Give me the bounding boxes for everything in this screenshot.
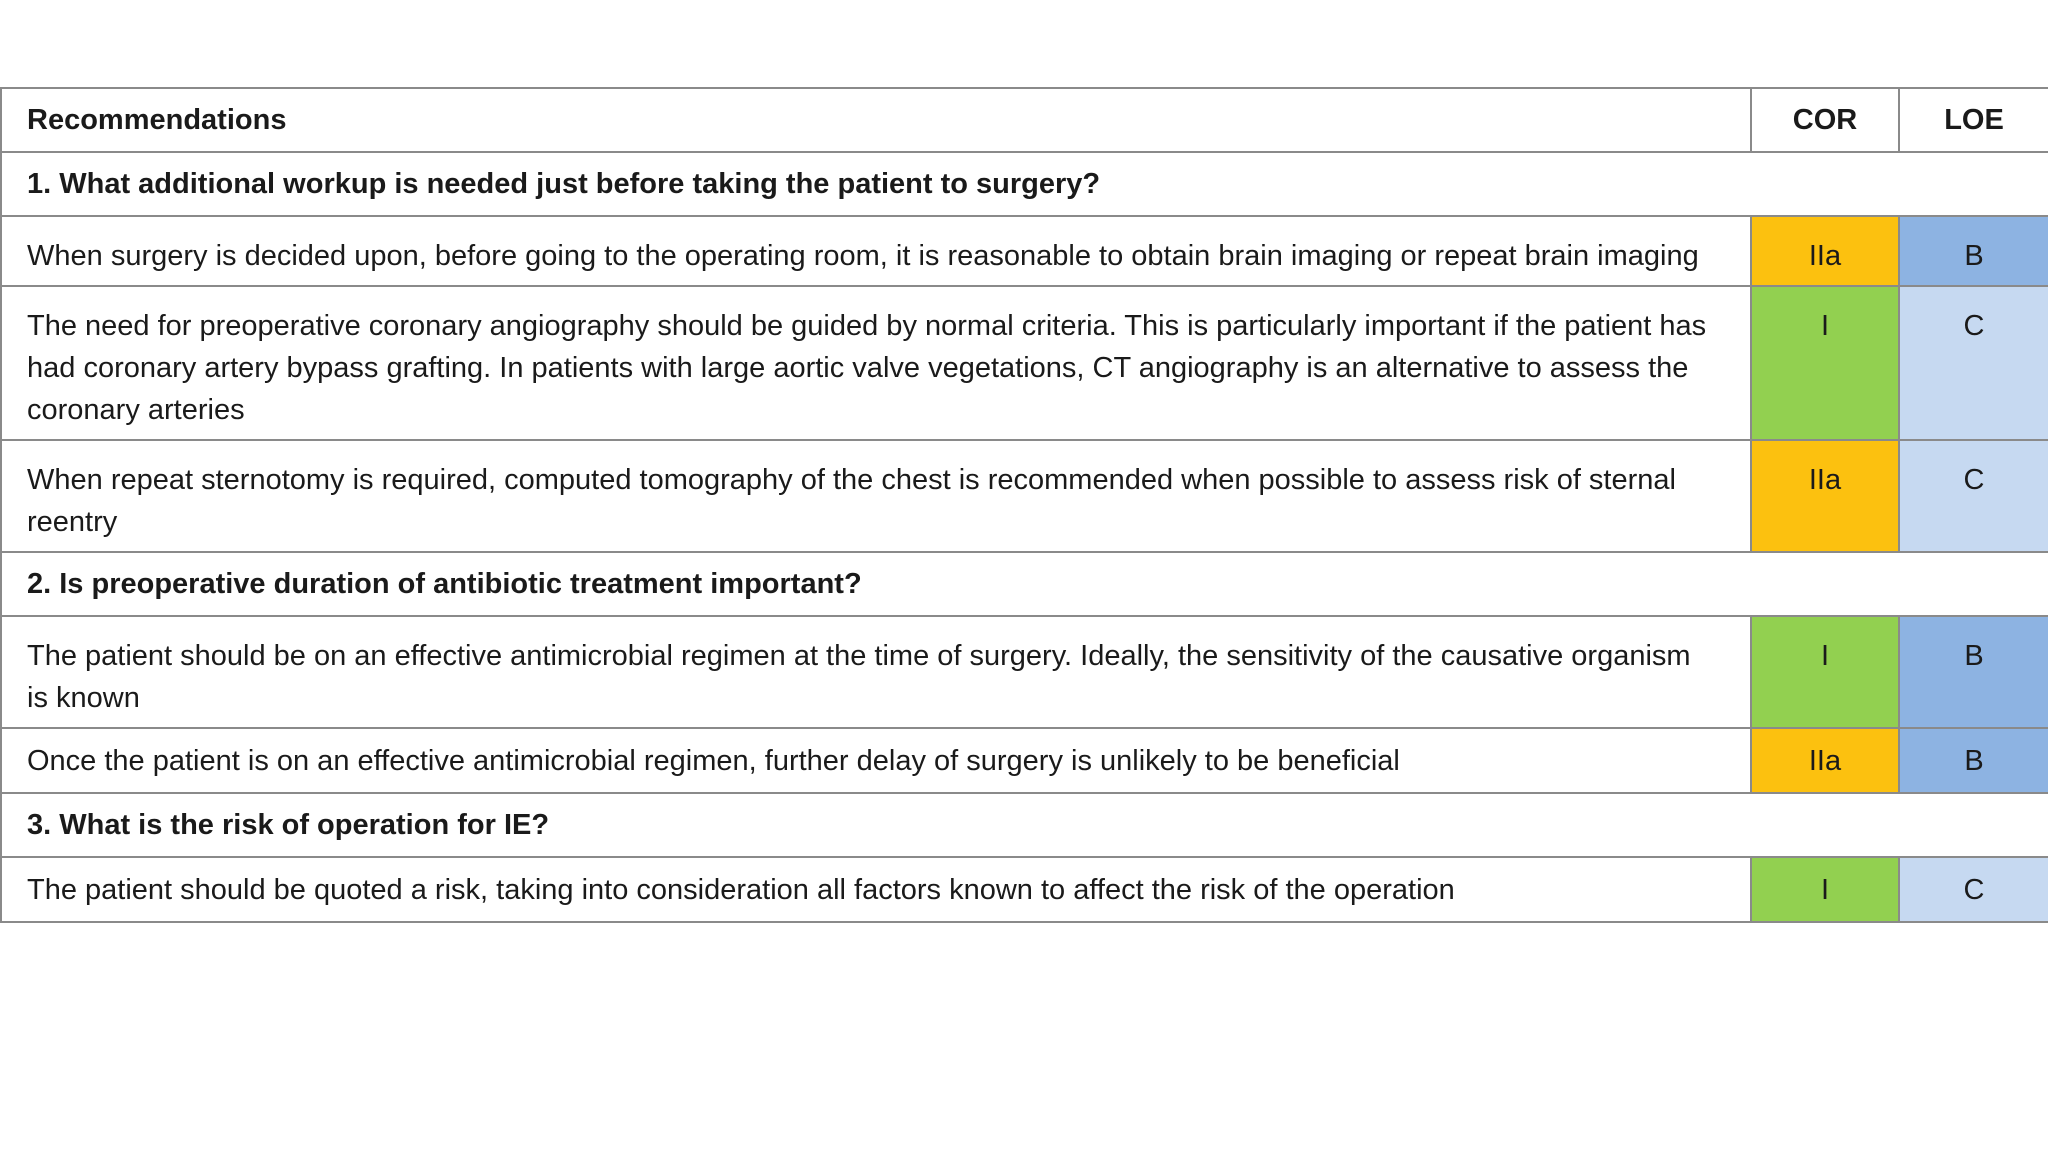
loe-cell: C <box>1899 286 2048 440</box>
section-row <box>1 152 2048 216</box>
section-title: 2. Is preoperative duration of antibiotic treatment important? <box>1 552 2048 616</box>
cor-cell: IIa <box>1751 728 1899 793</box>
recommendation-text: When surgery is decided upon, before going to the operating room, it is reasonable to obtain brain imaging or repeat brain imaging <box>1 216 1751 286</box>
recommendations-table <box>0 87 2048 923</box>
recommendation-text: The need for preoperative coronary angiography should be guided by normal criteria. This is particularly important if the patient has had coronary artery bypass grafting. In patients with large aortic valve vegetations, CT angiography is an alternative to assess the coronary arteries <box>1 286 1751 440</box>
recommendation-text: The patient should be on an effective antimicrobial regimen at the time of surgery. Ideally, the sensitivity of the causative organism is known <box>1 616 1751 728</box>
recommendation-text: The patient should be quoted a risk, taking into consideration all factors known to affect the risk of the operation <box>1 857 1751 922</box>
loe-cell: C <box>1899 440 2048 552</box>
cor-cell: I <box>1751 857 1899 922</box>
recommendation-text: When repeat sternotomy is required, computed tomography of the chest is recommended when possible to assess risk of sternal reentry <box>1 440 1751 552</box>
table-row <box>1 728 2048 793</box>
table-header-row <box>1 88 2048 152</box>
table-row <box>1 440 2048 552</box>
cor-cell: IIa <box>1751 216 1899 286</box>
cor-cell: I <box>1751 286 1899 440</box>
loe-cell: B <box>1899 616 2048 728</box>
section-row <box>1 793 2048 857</box>
loe-cell: C <box>1899 857 2048 922</box>
header-cor: COR <box>1751 88 1899 152</box>
table-row <box>1 616 2048 728</box>
recommendation-text: Once the patient is on an effective antimicrobial regimen, further delay of surgery is unlikely to be beneficial <box>1 728 1751 793</box>
header-loe: LOE <box>1899 88 2048 152</box>
header-recommendations: Recommendations <box>1 88 1751 152</box>
cor-cell: IIa <box>1751 440 1899 552</box>
table-row <box>1 286 2048 440</box>
section-row <box>1 552 2048 616</box>
cor-cell: I <box>1751 616 1899 728</box>
loe-cell: B <box>1899 216 2048 286</box>
table-row <box>1 857 2048 922</box>
section-title: 1. What additional workup is needed just before taking the patient to surgery? <box>1 152 2048 216</box>
table-row <box>1 216 2048 286</box>
loe-cell: B <box>1899 728 2048 793</box>
section-title: 3. What is the risk of operation for IE? <box>1 793 2048 857</box>
